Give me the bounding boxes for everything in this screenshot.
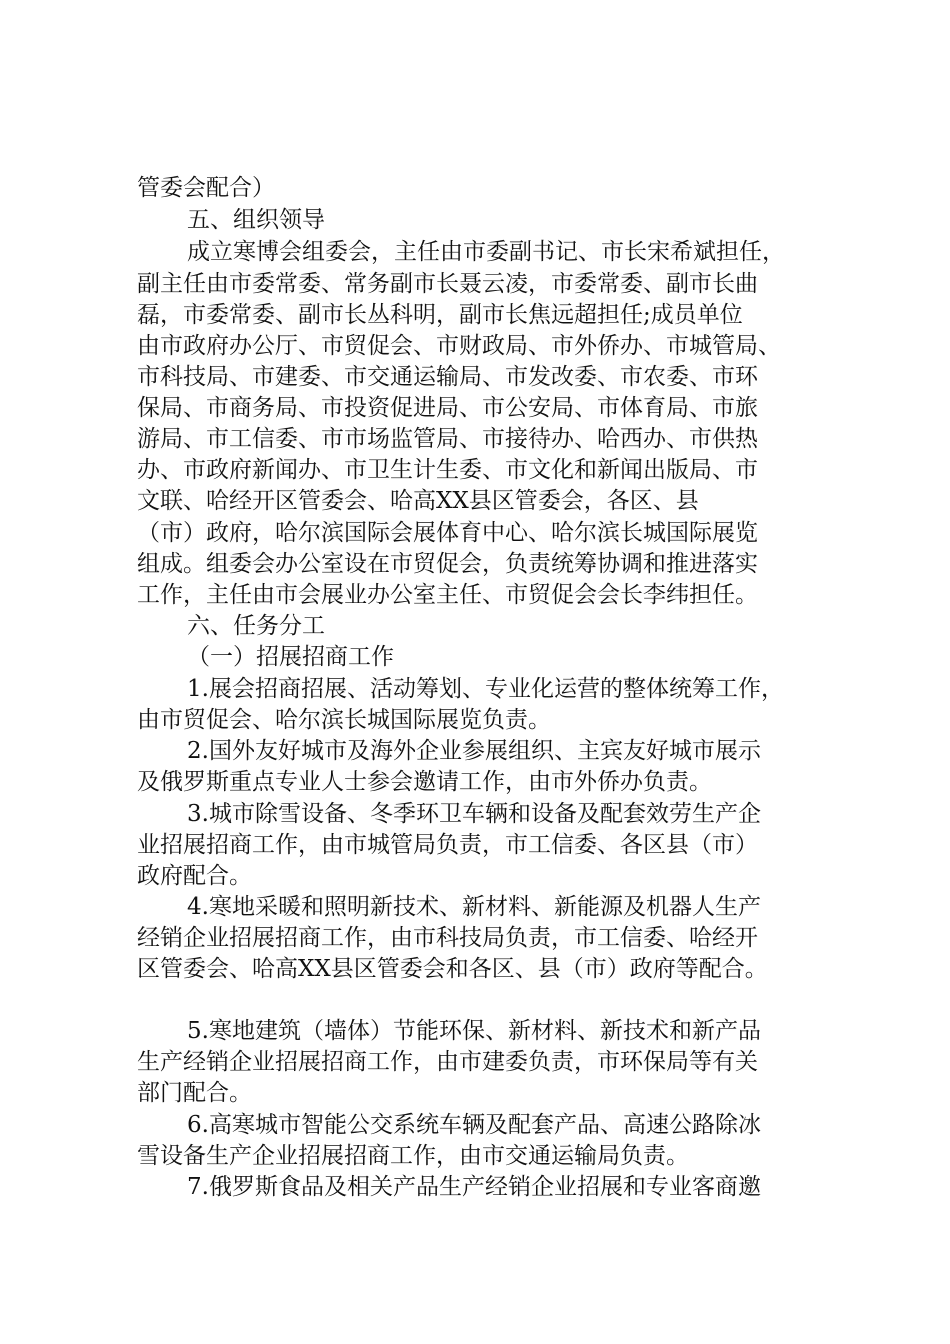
- text-line: 及俄罗斯重点专业人士参会邀请工作，由市外侨办负责。: [137, 769, 712, 795]
- text-line: 2.国外友好城市及海外企业参展组织、主宾友好城市展示: [187, 738, 761, 764]
- text-line: 管委会配合）: [137, 175, 275, 201]
- text-line: 6.高寒城市智能公交系统车辆及配套产品、高速公路除冰: [187, 1112, 761, 1138]
- text-line: 工作，主任由市会展业办公室主任、市贸促会会长李纬担任。: [137, 582, 758, 608]
- text-line: 5.寒地建筑（墙体）节能环保、新材料、新技术和新产品: [187, 1018, 761, 1044]
- text-line: 副主任由市委常委、常务副市长聂云凌，市委常委、副市长曲: [137, 271, 758, 297]
- text-line: 4.寒地采暖和照明新技术、新材料、新能源及机器人生产: [187, 894, 761, 920]
- text-line: 办、市政府新闻办、市卫生计生委、市文化和新闻出版局、市: [137, 457, 758, 483]
- text-line: 3.城市除雪设备、冬季环卫车辆和设备及配套效劳生产企: [187, 801, 761, 827]
- text-line: 游局、市工信委、市市场监管局、市接待办、哈西办、市供热: [137, 426, 758, 452]
- text-line: 经销企业招展招商工作，由市科技局负责，市工信委、哈经开: [137, 925, 758, 951]
- text-line: 政府配合。: [137, 863, 252, 889]
- text-line: 雪设备生产企业招展招商工作，由市交通运输局负责。: [137, 1143, 689, 1169]
- text-line: 保局、市商务局、市投资促进局、市公安局、市体育局、市旅: [137, 395, 758, 421]
- text-line: 市科技局、市建委、市交通运输局、市发改委、市农委、市环: [137, 364, 758, 390]
- subsection-heading: （一）招展招商工作: [187, 644, 394, 670]
- text-line: 业招展招商工作，由市城管局负责，市工信委、各区县（市）: [137, 832, 758, 858]
- section-heading: 六、任务分工: [187, 613, 325, 639]
- text-line: 由市政府办公厅、市贸促会、市财政局、市外侨办、市城管局、: [137, 333, 781, 359]
- text-line: 由市贸促会、哈尔滨长城国际展览负责。: [137, 707, 551, 733]
- text-line: 磊，市委常委、副市长丛科明，副市长焦远超担任;成员单位: [137, 302, 743, 328]
- section-heading: 五、组织领导: [187, 207, 325, 233]
- text-line: 组成。组委会办公室设在市贸促会，负责统筹协调和推进落实: [137, 551, 758, 577]
- text-line: 成立寒博会组委会，主任由市委副书记、市长宋希斌担任，: [187, 239, 785, 265]
- text-line: 生产经销企业招展招商工作，由市建委负责，市环保局等有关: [137, 1049, 758, 1075]
- text-line: 部门配合。: [137, 1080, 252, 1106]
- text-line: 区管委会、哈高XX县区管委会和各区、县（市）政府等配合。: [137, 956, 768, 982]
- text-line: 7.俄罗斯食品及相关产品生产经销企业招展和专业客商邀: [187, 1174, 761, 1200]
- text-line: 1.展会招商招展、活动筹划、专业化运营的整体统筹工作，: [187, 676, 784, 702]
- text-line: 文联、哈经开区管委会、哈高XX县区管委会，各区、县: [137, 488, 699, 514]
- text-line: （市）政府，哈尔滨国际会展体育中心、哈尔滨长城国际展览: [137, 520, 758, 546]
